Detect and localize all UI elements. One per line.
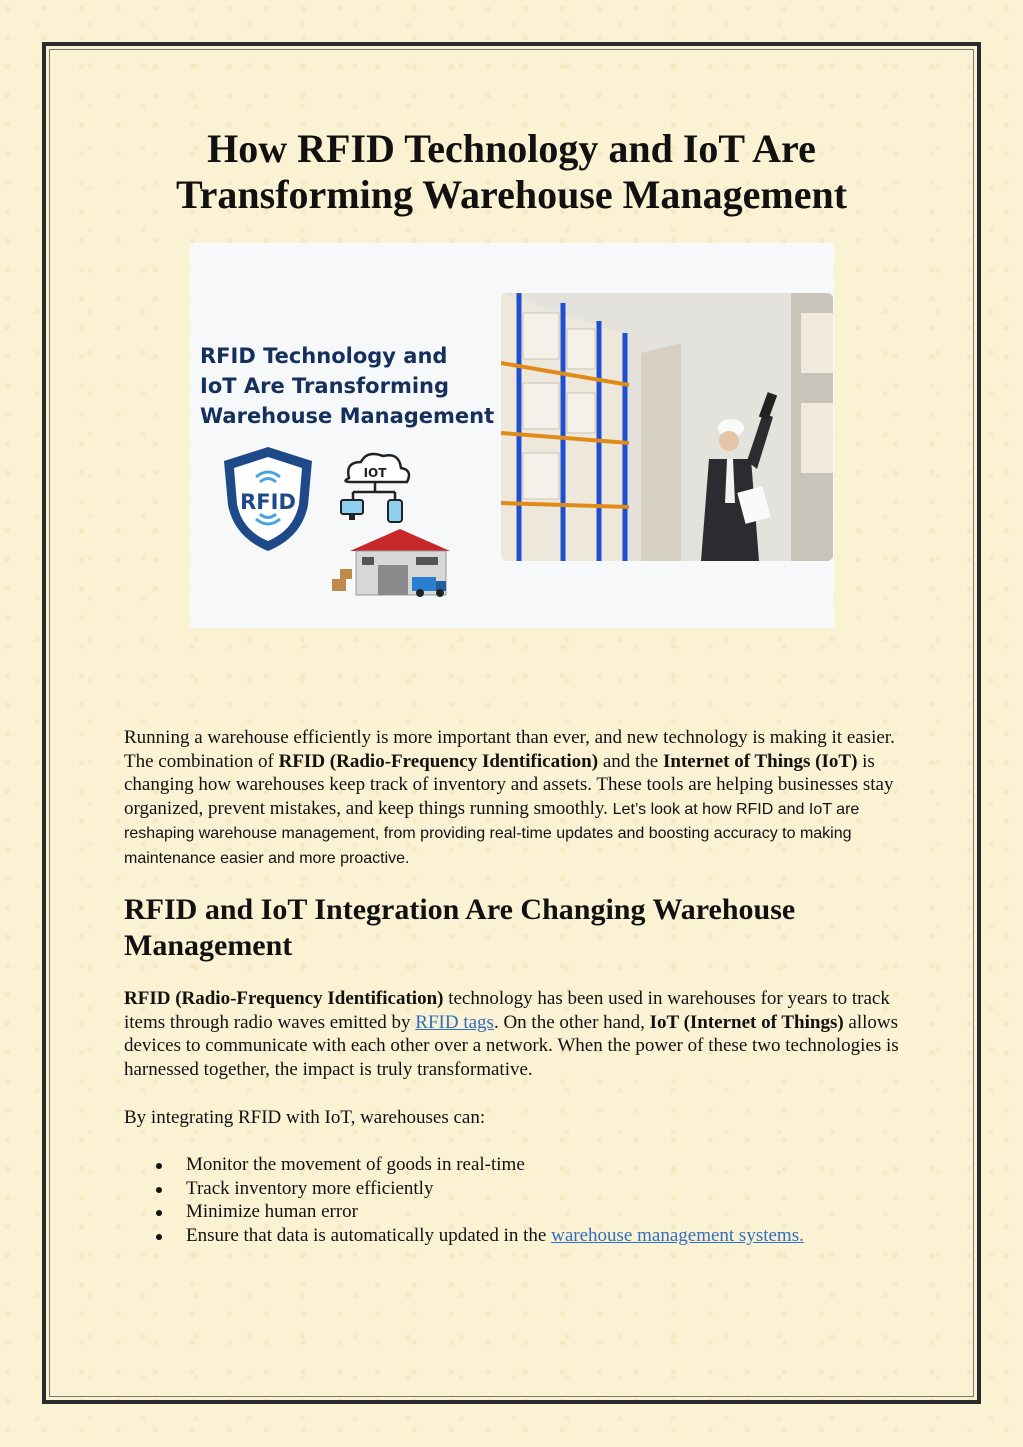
hero-title-line: RFID Technology and (200, 344, 448, 368)
intro-bold-iot: Internet of Things (IoT) (662, 750, 858, 772)
list-item (124, 1224, 900, 1248)
section-text: allows devices to communicate with each other over a network. When the power of these two technologies is harnessed together, the impact is truly transformative. (124, 1011, 899, 1080)
warehouse-photo-illustration (501, 293, 833, 561)
intro-text: Running a warehouse efficiently is more important than ever, and new technology is making it easier. The combination of (124, 727, 895, 772)
rfid-shield-icon (218, 443, 318, 555)
hero-image (190, 243, 834, 628)
cloud-label: IOT (363, 466, 387, 480)
warehouse-worker-photo (501, 293, 833, 561)
section-text: technology has been used in warehouses for years to track items through radio waves emitted by (124, 988, 890, 1033)
warehouse-icon (330, 521, 455, 601)
hero-title-line: Warehouse Management (200, 404, 495, 428)
intro-paragraph (124, 726, 900, 871)
list-item-text: Ensure that data is automatically updated in the (186, 1224, 552, 1246)
list-item: Minimize human error (124, 1200, 900, 1224)
section-bold-rfid: RFID (Radio-Frequency Identification) (124, 988, 444, 1009)
integration-intro: By integrating RFID with IoT, warehouses can: (124, 1107, 486, 1128)
hero-image-title (200, 341, 500, 431)
intro-text: is changing how warehouses keep track of inventory and assets. These tools are helping businesses stay organized, prevent mistakes, and keep things running smoothly. (124, 750, 894, 819)
section-bold-iot: IoT (Internet of Things) (649, 1011, 844, 1033)
iot-cloud-icon (335, 448, 415, 528)
section-text: . On the other hand, (493, 1011, 650, 1033)
section-paragraph (124, 987, 900, 1081)
list-item: Track inventory more efficiently (124, 1177, 900, 1201)
shield-label: RFID (240, 490, 296, 514)
hero-title-line: IoT Are Transforming (200, 374, 450, 398)
intro-tail-text: Let’s look at how RFID and IoT are reshaping warehouse management, from providing real-time updates and boosting accuracy to making maintenance easier and more proactive. (124, 800, 860, 867)
benefits-list (124, 1153, 900, 1247)
intro-bold-rfid: RFID (Radio-Frequency Identification) (278, 750, 599, 772)
wms-link[interactable]: warehouse management systems. (551, 1224, 804, 1246)
page-title: How RFID Technology and IoT Are Transforming Warehouse Management (175, 126, 848, 217)
list-item: Monitor the movement of goods in real-time (124, 1153, 900, 1177)
rfid-tags-link[interactable]: RFID tags (415, 1011, 494, 1033)
intro-text: and the (598, 750, 663, 772)
section-heading: RFID and IoT Integration Are Changing Warehouse Management (124, 893, 796, 962)
